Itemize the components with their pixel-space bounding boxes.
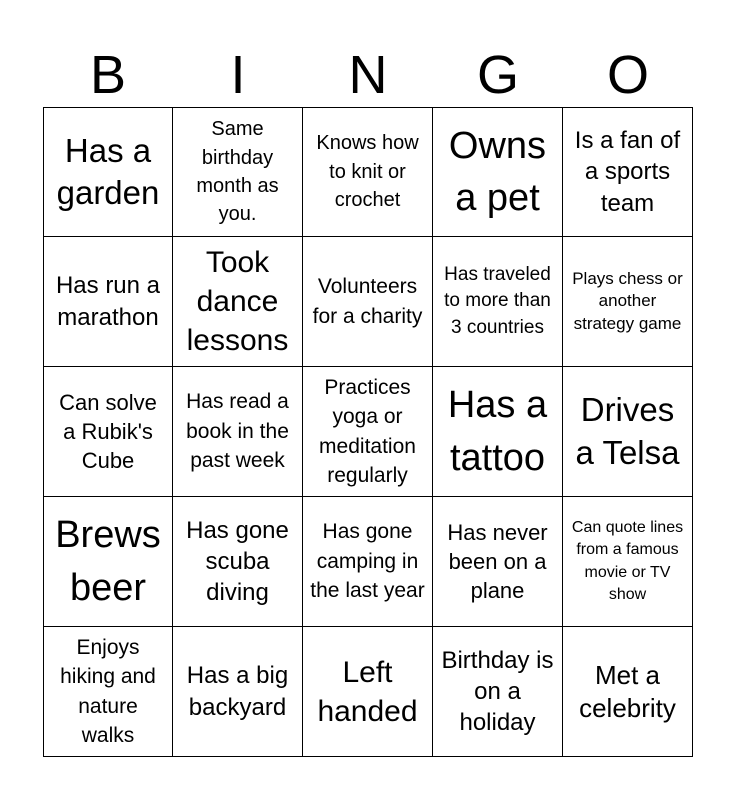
bingo-cell[interactable] bbox=[43, 497, 173, 627]
cell-text: Met a celebrity bbox=[579, 660, 676, 723]
cell-text: Birthday is on a holiday bbox=[441, 646, 554, 737]
bingo-cell[interactable] bbox=[173, 627, 303, 757]
cell-text: Same birthday month as you. bbox=[196, 118, 279, 226]
cell-text: Plays chess or another strategy game bbox=[572, 269, 683, 333]
cell-text: Left handed bbox=[317, 655, 418, 728]
bingo-cell[interactable] bbox=[303, 237, 433, 367]
header-letter-o: O bbox=[606, 45, 649, 105]
bingo-cell[interactable] bbox=[43, 627, 173, 757]
cell-text: Has a garden bbox=[56, 131, 160, 211]
cell-text: Is a fan of a sports team bbox=[574, 127, 681, 217]
cell-text: Practices yoga or meditation regularly bbox=[319, 375, 416, 487]
bingo-cell[interactable] bbox=[433, 367, 563, 497]
bingo-board bbox=[43, 107, 693, 757]
cell-text: Has gone scuba diving bbox=[186, 516, 289, 607]
cell-text: Knows how to knit or crochet bbox=[316, 132, 419, 212]
cell-text: Can solve a Rubik's Cube bbox=[59, 389, 157, 474]
bingo-cell[interactable] bbox=[43, 107, 173, 237]
bingo-cell[interactable] bbox=[43, 237, 173, 367]
bingo-cell[interactable] bbox=[563, 627, 693, 757]
cell-text: Volunteers for a charity bbox=[312, 275, 423, 328]
bingo-cell[interactable] bbox=[563, 107, 693, 237]
bingo-cell[interactable] bbox=[173, 237, 303, 367]
cell-text: Has a big backyard bbox=[186, 662, 289, 721]
bingo-cell[interactable] bbox=[303, 497, 433, 627]
cell-text: Has read a book in the past week bbox=[186, 390, 289, 473]
header-letter-n: N bbox=[348, 45, 388, 105]
cell-text: Drives a Telsa bbox=[575, 391, 680, 471]
cell-text: Can quote lines from a famous movie or TV show bbox=[571, 518, 684, 603]
header-letter-g: G bbox=[476, 45, 519, 105]
cell-text: Has a tattoo bbox=[447, 384, 548, 479]
cell-text: Took dance lessons bbox=[186, 246, 289, 357]
cell-text: Has run a marathon bbox=[55, 272, 161, 331]
cell-text: Has gone camping in the last year bbox=[310, 520, 425, 603]
bingo-cell[interactable] bbox=[173, 107, 303, 237]
bingo-cell[interactable] bbox=[433, 497, 563, 627]
header-letter-b: B bbox=[89, 45, 127, 105]
cell-text: Brews beer bbox=[55, 514, 161, 609]
bingo-cell[interactable] bbox=[303, 627, 433, 757]
bingo-cell[interactable] bbox=[563, 497, 693, 627]
cell-text: Has traveled to more than 3 countries bbox=[444, 263, 551, 338]
cell-text: Has never been on a plane bbox=[447, 519, 548, 604]
header-letter-i: I bbox=[230, 45, 246, 105]
bingo-cell[interactable] bbox=[43, 367, 173, 497]
bingo-cell[interactable] bbox=[563, 237, 693, 367]
bingo-cell[interactable] bbox=[433, 107, 563, 237]
cell-text: Enjoys hiking and nature walks bbox=[60, 635, 156, 747]
bingo-cell[interactable] bbox=[303, 367, 433, 497]
bingo-cell[interactable] bbox=[563, 367, 693, 497]
bingo-cell[interactable] bbox=[433, 237, 563, 367]
bingo-cell[interactable] bbox=[173, 367, 303, 497]
bingo-cell[interactable] bbox=[303, 107, 433, 237]
bingo-cell[interactable] bbox=[433, 627, 563, 757]
bingo-cell[interactable] bbox=[173, 497, 303, 627]
bingo-header bbox=[43, 44, 693, 106]
cell-text: Owns a pet bbox=[448, 124, 547, 219]
